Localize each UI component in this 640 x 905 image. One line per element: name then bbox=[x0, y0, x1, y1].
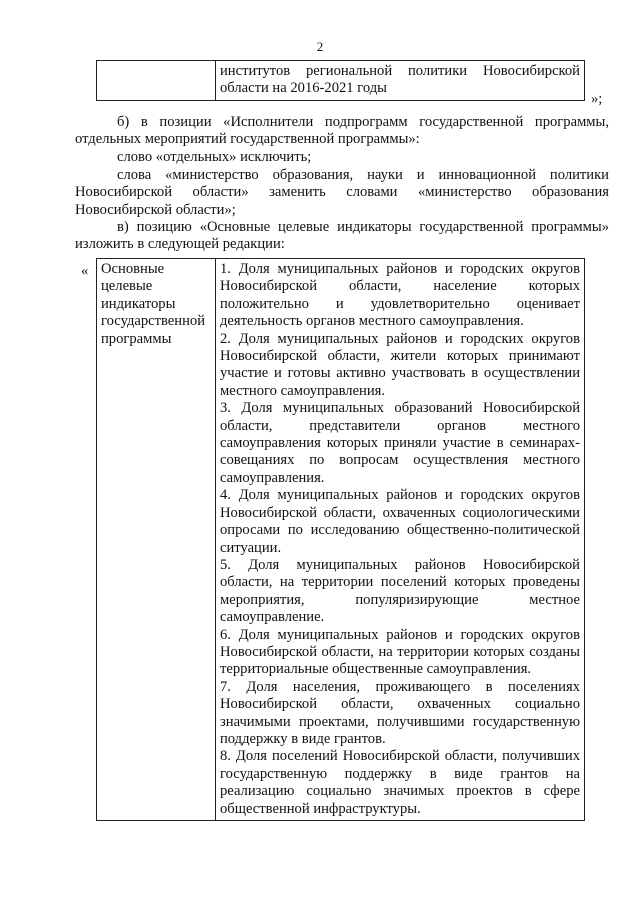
indicators-table bbox=[96, 258, 585, 821]
table-row bbox=[97, 259, 585, 821]
table-cell-empty bbox=[97, 61, 216, 101]
closing-quote-mark: »; bbox=[591, 91, 603, 107]
indicator-item-2: 2. Доля муниципальных районов и городских округов Новосибирской области, жители которых принимают участие и готовы активно участвовать в осуществлении местного самоуправления. bbox=[220, 330, 580, 399]
indicator-item-7: 7. Доля населения, проживающего в поселениях Новосибирской области, охваченных социально значимыми проектами, получившими государственную поддержку в виде грантов. bbox=[220, 678, 580, 747]
opening-quote-mark: « bbox=[81, 263, 89, 279]
paragraph-words-replace: слова «министерство образования, науки и инновационной политики Новосибирской области» заменить словами «министерство образования Новосибирской области»; bbox=[75, 167, 609, 218]
table-cell-text: институтов региональной политики Новосибирской области на 2016-2021 годы bbox=[216, 61, 585, 101]
indicators-list-cell bbox=[216, 259, 585, 821]
indicator-item-3: 3. Доля муниципальных образований Новосибирской области, представители органов местного самоуправления которых приняли участие в семинарах-совещаниях по вопросам осуществления местного самоуправления. bbox=[220, 400, 580, 486]
indicator-item-4: 4. Доля муниципальных районов и городских округов Новосибирской области, охваченных социологическими опросами по исследованию общественно-политической ситуации. bbox=[220, 487, 580, 556]
paragraph-b-intro: б) в позиции «Исполнители подпрограмм государственной программы, отдельных мероприятий государственной программы»: bbox=[75, 114, 609, 148]
indicator-item-1: 1. Доля муниципальных районов и городских округов Новосибирской области, население которых положительно и удовлетворительно оценивает деятельность органов местного самоуправления. bbox=[220, 261, 580, 330]
table-row bbox=[97, 61, 585, 101]
paragraph-word-remove: слово «отдельных» исключить; bbox=[117, 149, 312, 165]
indicator-item-5: 5. Доля муниципальных районов Новосибирской области, на территории поселений которых проведены мероприятия, популяризирующие местное самоуправление. bbox=[220, 556, 580, 626]
table-continuation bbox=[96, 60, 585, 101]
indicators-header-cell: Основные целевые индикаторы государственной программы bbox=[97, 259, 216, 821]
page-number: 2 bbox=[316, 39, 324, 54]
indicator-item-8: 8. Доля поселений Новосибирской области, получивших государственную поддержку в виде грантов на реализацию социально значимых проектов в сфере общественной инфраструктуры. bbox=[220, 748, 580, 817]
indicator-item-6: 6. Доля муниципальных районов и городских округов Новосибирской области, на территории которых созданы территориальные общественные самоуправления. bbox=[220, 626, 580, 678]
paragraph-v-intro: в) позицию «Основные целевые индикаторы государственной программы» изложить в следующей редакции: bbox=[75, 219, 609, 253]
